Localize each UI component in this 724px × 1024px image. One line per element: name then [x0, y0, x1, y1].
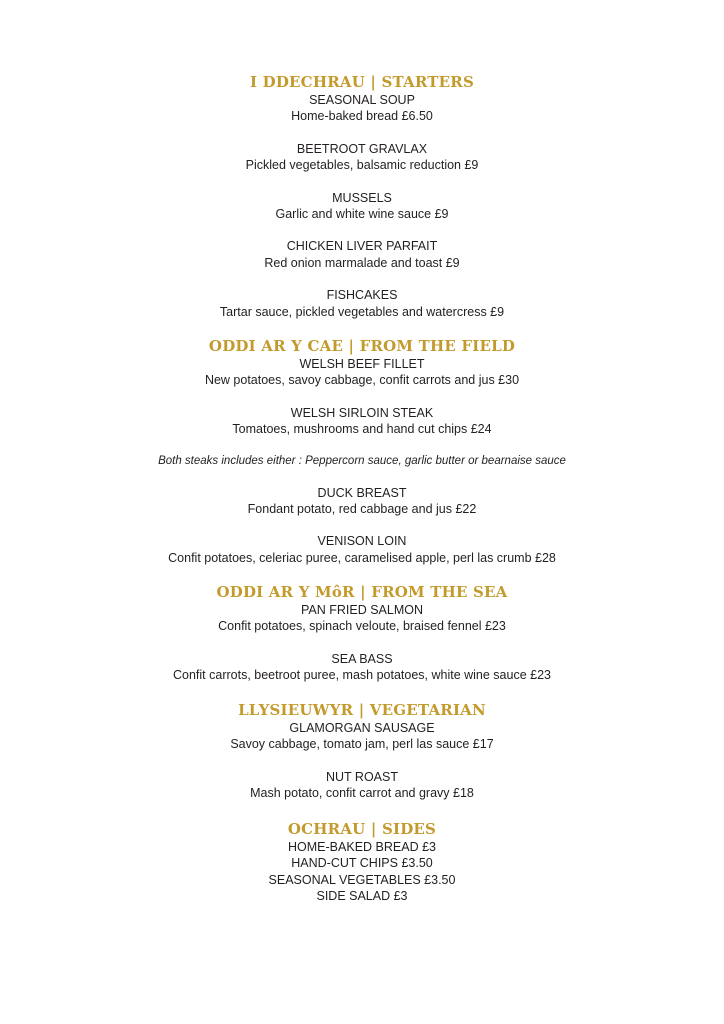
dish-name: FISHCAKES	[326, 288, 398, 303]
dish-name: WELSH SIRLOIN STEAK	[290, 405, 434, 420]
dish-description: Tomatoes, mushrooms and hand cut chips £24	[232, 422, 492, 437]
dish-item	[0, 602, 724, 635]
section-field	[0, 337, 724, 582]
section-heading-sea: ODDI AR Y MôR | FROM THE SEA	[216, 583, 508, 601]
dish-name: CHICKEN LIVER PARFAIT	[286, 239, 438, 254]
dish-description: Confit potatoes, celeriac puree, caramelised apple, perl las crumb £28	[168, 550, 556, 565]
dish-name: BEETROOT GRAVLAX	[296, 141, 428, 156]
section-heading-sides: OCHRAU | SIDES	[287, 820, 437, 838]
dish-name: GLAMORGAN SAUSAGE	[289, 721, 435, 735]
dish-description: Home-baked bread £6.50	[291, 109, 433, 124]
dish-item	[0, 92, 724, 125]
dish-name: WELSH BEEF FILLET	[299, 357, 425, 371]
dish-name: MUSSELS	[332, 190, 392, 205]
dish-item	[0, 651, 724, 684]
dish-description: Garlic and white wine sauce £9	[275, 207, 449, 222]
section-sides	[0, 820, 724, 905]
dish-item	[0, 720, 724, 753]
dish-description: Fondant potato, red cabbage and jus £22	[247, 502, 477, 517]
side-item: HAND-CUT CHIPS £3.50	[291, 856, 433, 871]
dish-item	[0, 533, 724, 566]
dish-description: Savoy cabbage, tomato jam, perl las sauce £17	[230, 737, 494, 752]
dish-description: Pickled vegetables, balsamic reduction £9	[245, 158, 479, 173]
dish-item	[0, 238, 724, 271]
dish-description: Mash potato, confit carrot and gravy £18	[250, 786, 474, 801]
section-sea	[0, 583, 724, 700]
dish-item	[0, 405, 724, 438]
dish-item	[0, 485, 724, 518]
section-starters	[0, 73, 724, 336]
dish-item	[0, 769, 724, 802]
dish-item	[0, 287, 724, 320]
steak-sauce-note: Both steaks includes either : Peppercorn sauce, garlic butter or bearnaise sauce	[158, 454, 566, 467]
dish-description: Confit carrots, beetroot puree, mash potatoes, white wine sauce £23	[173, 668, 551, 683]
dish-description: New potatoes, savoy cabbage, confit carrots and jus £30	[204, 373, 520, 388]
side-item: HOME-BAKED BREAD £3	[288, 840, 436, 854]
side-item: SEASONAL VEGETABLES £3.50	[268, 872, 456, 887]
dish-item	[0, 356, 724, 389]
dish-name: VENISON LOIN	[317, 534, 407, 549]
dish-description: Tartar sauce, pickled vegetables and watercress £9	[219, 304, 505, 319]
dish-name: SEA BASS	[331, 651, 393, 666]
dish-item	[0, 141, 724, 174]
section-heading-vegetarian: LLYSIEUWYR | VEGETARIAN	[238, 701, 486, 719]
dish-name: NUT ROAST	[326, 769, 398, 784]
section-vegetarian	[0, 701, 724, 818]
dish-name: SEASONAL SOUP	[309, 93, 415, 107]
dish-name: DUCK BREAST	[317, 485, 407, 500]
dish-name: PAN FRIED SALMON	[300, 603, 423, 617]
dish-item	[0, 190, 724, 223]
section-heading-field: ODDI AR Y CAE | FROM THE FIELD	[208, 337, 516, 355]
dish-description: Red onion marmalade and toast £9	[264, 255, 460, 270]
section-heading-starters: I DDECHRAU | STARTERS	[250, 73, 474, 91]
dish-description: Confit potatoes, spinach veloute, braised fennel £23	[218, 619, 506, 634]
side-item: SIDE SALAD £3	[316, 889, 408, 904]
